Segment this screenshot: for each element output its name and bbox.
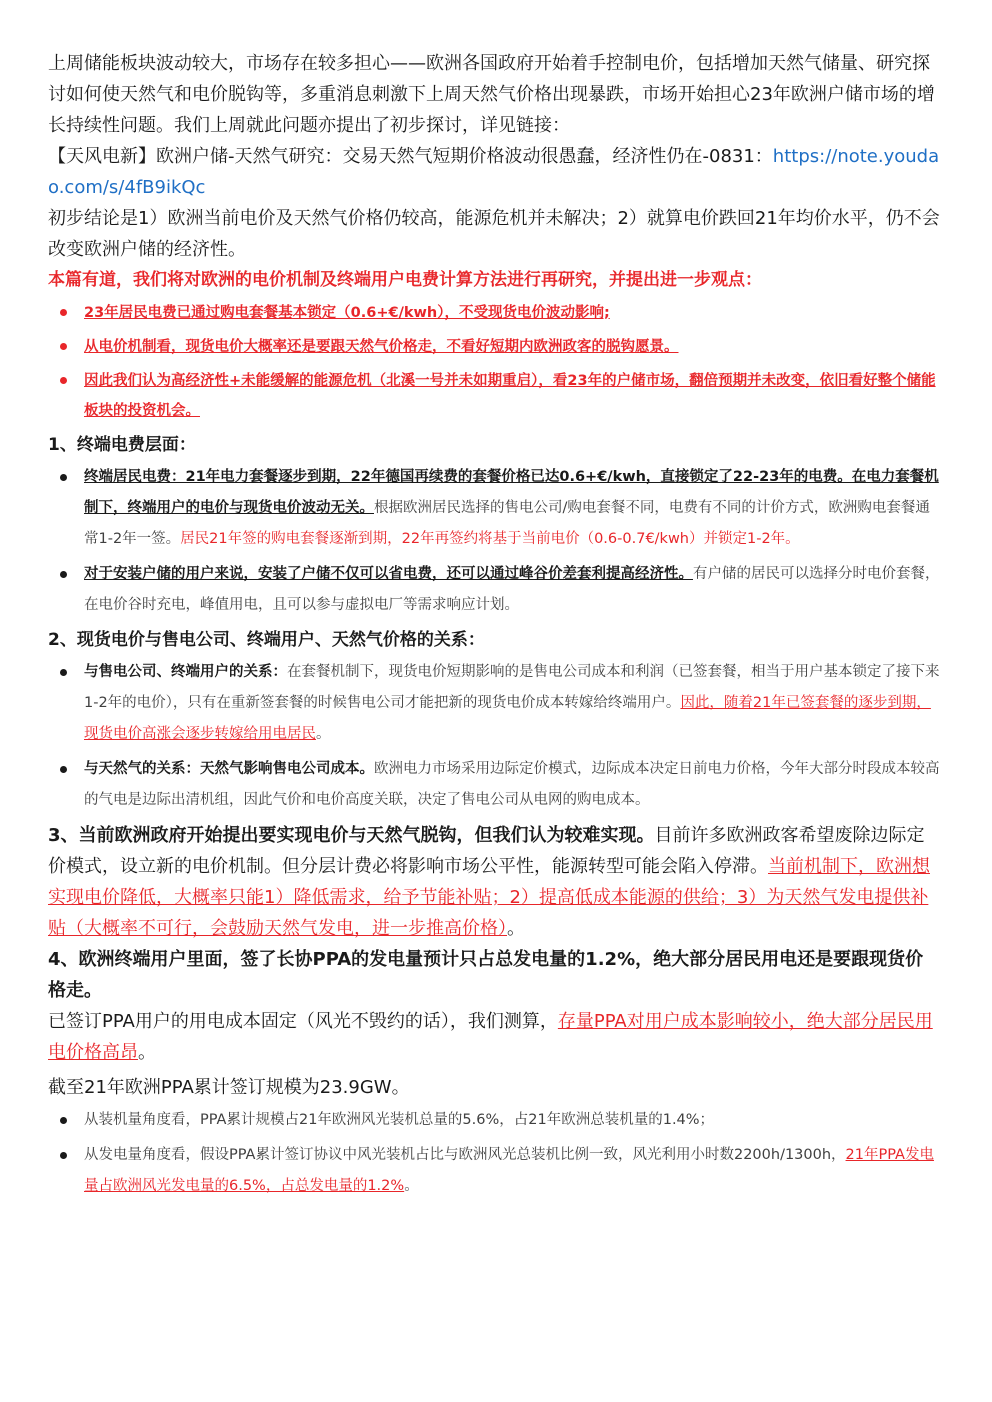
- section-4-paragraph-2: 截至21年欧洲PPA累计签订规模为23.9GW。: [48, 1077, 410, 1098]
- section-3-paragraph: 3、当前欧洲政府开始提出要实现电价与天然气脱钩，但我们认为较难实现。目前许多欧洲政客希望废除边际定价模式，设立新的电价机制。但分层计费必将影响市场公平性，能源转型可能会陷入停滞。当前机制下，欧洲想实现电价降低，大概率只能1）降低需求，给予节能补贴；2）提高低成本能源的供给；3）为天然气发电提供补贴（大概率不可行，会鼓励天然气发电，进一步推高价格）。: [48, 825, 930, 939]
- section-4-list: [48, 1105, 940, 1202]
- section-1-heading: 1、终端电费层面：: [48, 435, 196, 455]
- section-1-list: [48, 462, 940, 621]
- section-2-list: [48, 657, 940, 816]
- intro-paragraph: 上周储能板块波动较大，市场存在较多担心——欧洲各国政府开始着手控制电价，包括增加天然气储量、研究探讨如何使天然气和电价脱钩等，多重消息刺激下上周天然气价格出现暴跌，市场开始担心23年欧洲户储市场的增长持续性问题。我们上周就此问题亦提出了初步探讨，详见链接：: [48, 53, 935, 136]
- section-2-heading: 2、现货电价与售电公司、终端用户、天然气价格的关系：: [48, 630, 485, 650]
- section-4-paragraph-1: 已签订PPA用户的用电成本固定（风光不毁约的话），我们测算，存量PPA对用户成本影响较小，绝大部分居民用电价格高昂。: [48, 1011, 933, 1063]
- reference-paragraph: [48, 141, 940, 203]
- key-point-3: 因此我们认为高经济性+未能缓解的能源危机（北溪一号并未如期重启），看23年的户储市场，翻倍预期并未改变，依旧看好整个储能板块的投资机会。: [48, 366, 940, 426]
- key-point-1: 23年居民电费已通过购电套餐基本锁定（0.6+€/kwh），不受现货电价波动影响;: [48, 298, 940, 328]
- section-2-item-1: 与售电公司、终端用户的关系：在套餐机制下，现货电价短期影响的是售电公司成本和利润（已签套餐，相当于用户基本锁定了接下来1-2年的电价），只有在重新签套餐的时候售电公司才能把新的现货电价成本转嫁给终端用户。因此，随着21年已签套餐的逐步到期，现货电价高涨会逐步转嫁给用电居民。: [48, 657, 940, 750]
- reference-link[interactable]: https://note.youdao.com/s/4fB9ikQc: [48, 146, 940, 198]
- section-4-item-2: 从发电量角度看，假设PPA累计签订协议中风光装机占比与欧洲风光总装机比例一致，风光利用小时数2200h/1300h，21年PPA发电量占欧洲风光发电量的6.5%，占总发电量的1.2%。: [48, 1140, 940, 1202]
- reference-title: 【天风电新】欧洲户储-天然气研究：交易天然气短期价格波动很愚蠢，经济性仍在-0831：: [48, 146, 773, 167]
- section-4-heading: 4、欧洲终端用户里面，签了长协PPA的发电量预计只占总发电量的1.2%，绝大部分居民用电还是要跟现货价格走。: [48, 949, 924, 1001]
- key-points-list: [48, 298, 940, 426]
- section-1-item-2: 对于安装户储的用户来说，安装了户储不仅可以省电费，还可以通过峰谷价差套利提高经济性。有户储的居民可以选择分时电价套餐，在电价谷时充电，峰值用电，且可以参与虚拟电厂等需求响应计划。: [48, 559, 940, 621]
- key-point-2: 从电价机制看，现货电价大概率还是要跟天然气价格走，不看好短期内欧洲政客的脱钩愿景。: [48, 332, 940, 362]
- article-thesis: 本篇有道，我们将对欧洲的电价机制及终端用户电费计算方法进行再研究，并提出进一步观点：: [48, 270, 762, 290]
- preliminary-conclusion: 初步结论是1）欧洲当前电价及天然气价格仍较高，能源危机并未解决；2）就算电价跌回21年均价水平，仍不会改变欧洲户储的经济性。: [48, 208, 940, 260]
- section-2-item-2: 与天然气的关系：天然气影响售电公司成本。欧洲电力市场采用边际定价模式，边际成本决定日前电力价格，今年大部分时段成本较高的气电是边际出清机组，因此气价和电价高度关联，决定了售电公司从电网的购电成本。: [48, 754, 940, 816]
- section-1-item-1: 终端居民电费：21年电力套餐逐步到期，22年德国再续费的套餐价格已达0.6+€/kwh，直接锁定了22-23年的电费。在电力套餐机制下，终端用户的电价与现货电价波动无关。根据欧洲居民选择的售电公司/购电套餐不同，电费有不同的计价方式，欧洲购电套餐通常1-2年一签。居民21年签的购电套餐逐渐到期，22年再签约将基于当前电价（0.6-0.7€/kwh）并锁定1-2年。: [48, 462, 940, 555]
- section-4-item-1: 从装机量角度看，PPA累计规模占21年欧洲风光装机总量的5.6%，占21年欧洲总装机量的1.4%；: [48, 1105, 940, 1136]
